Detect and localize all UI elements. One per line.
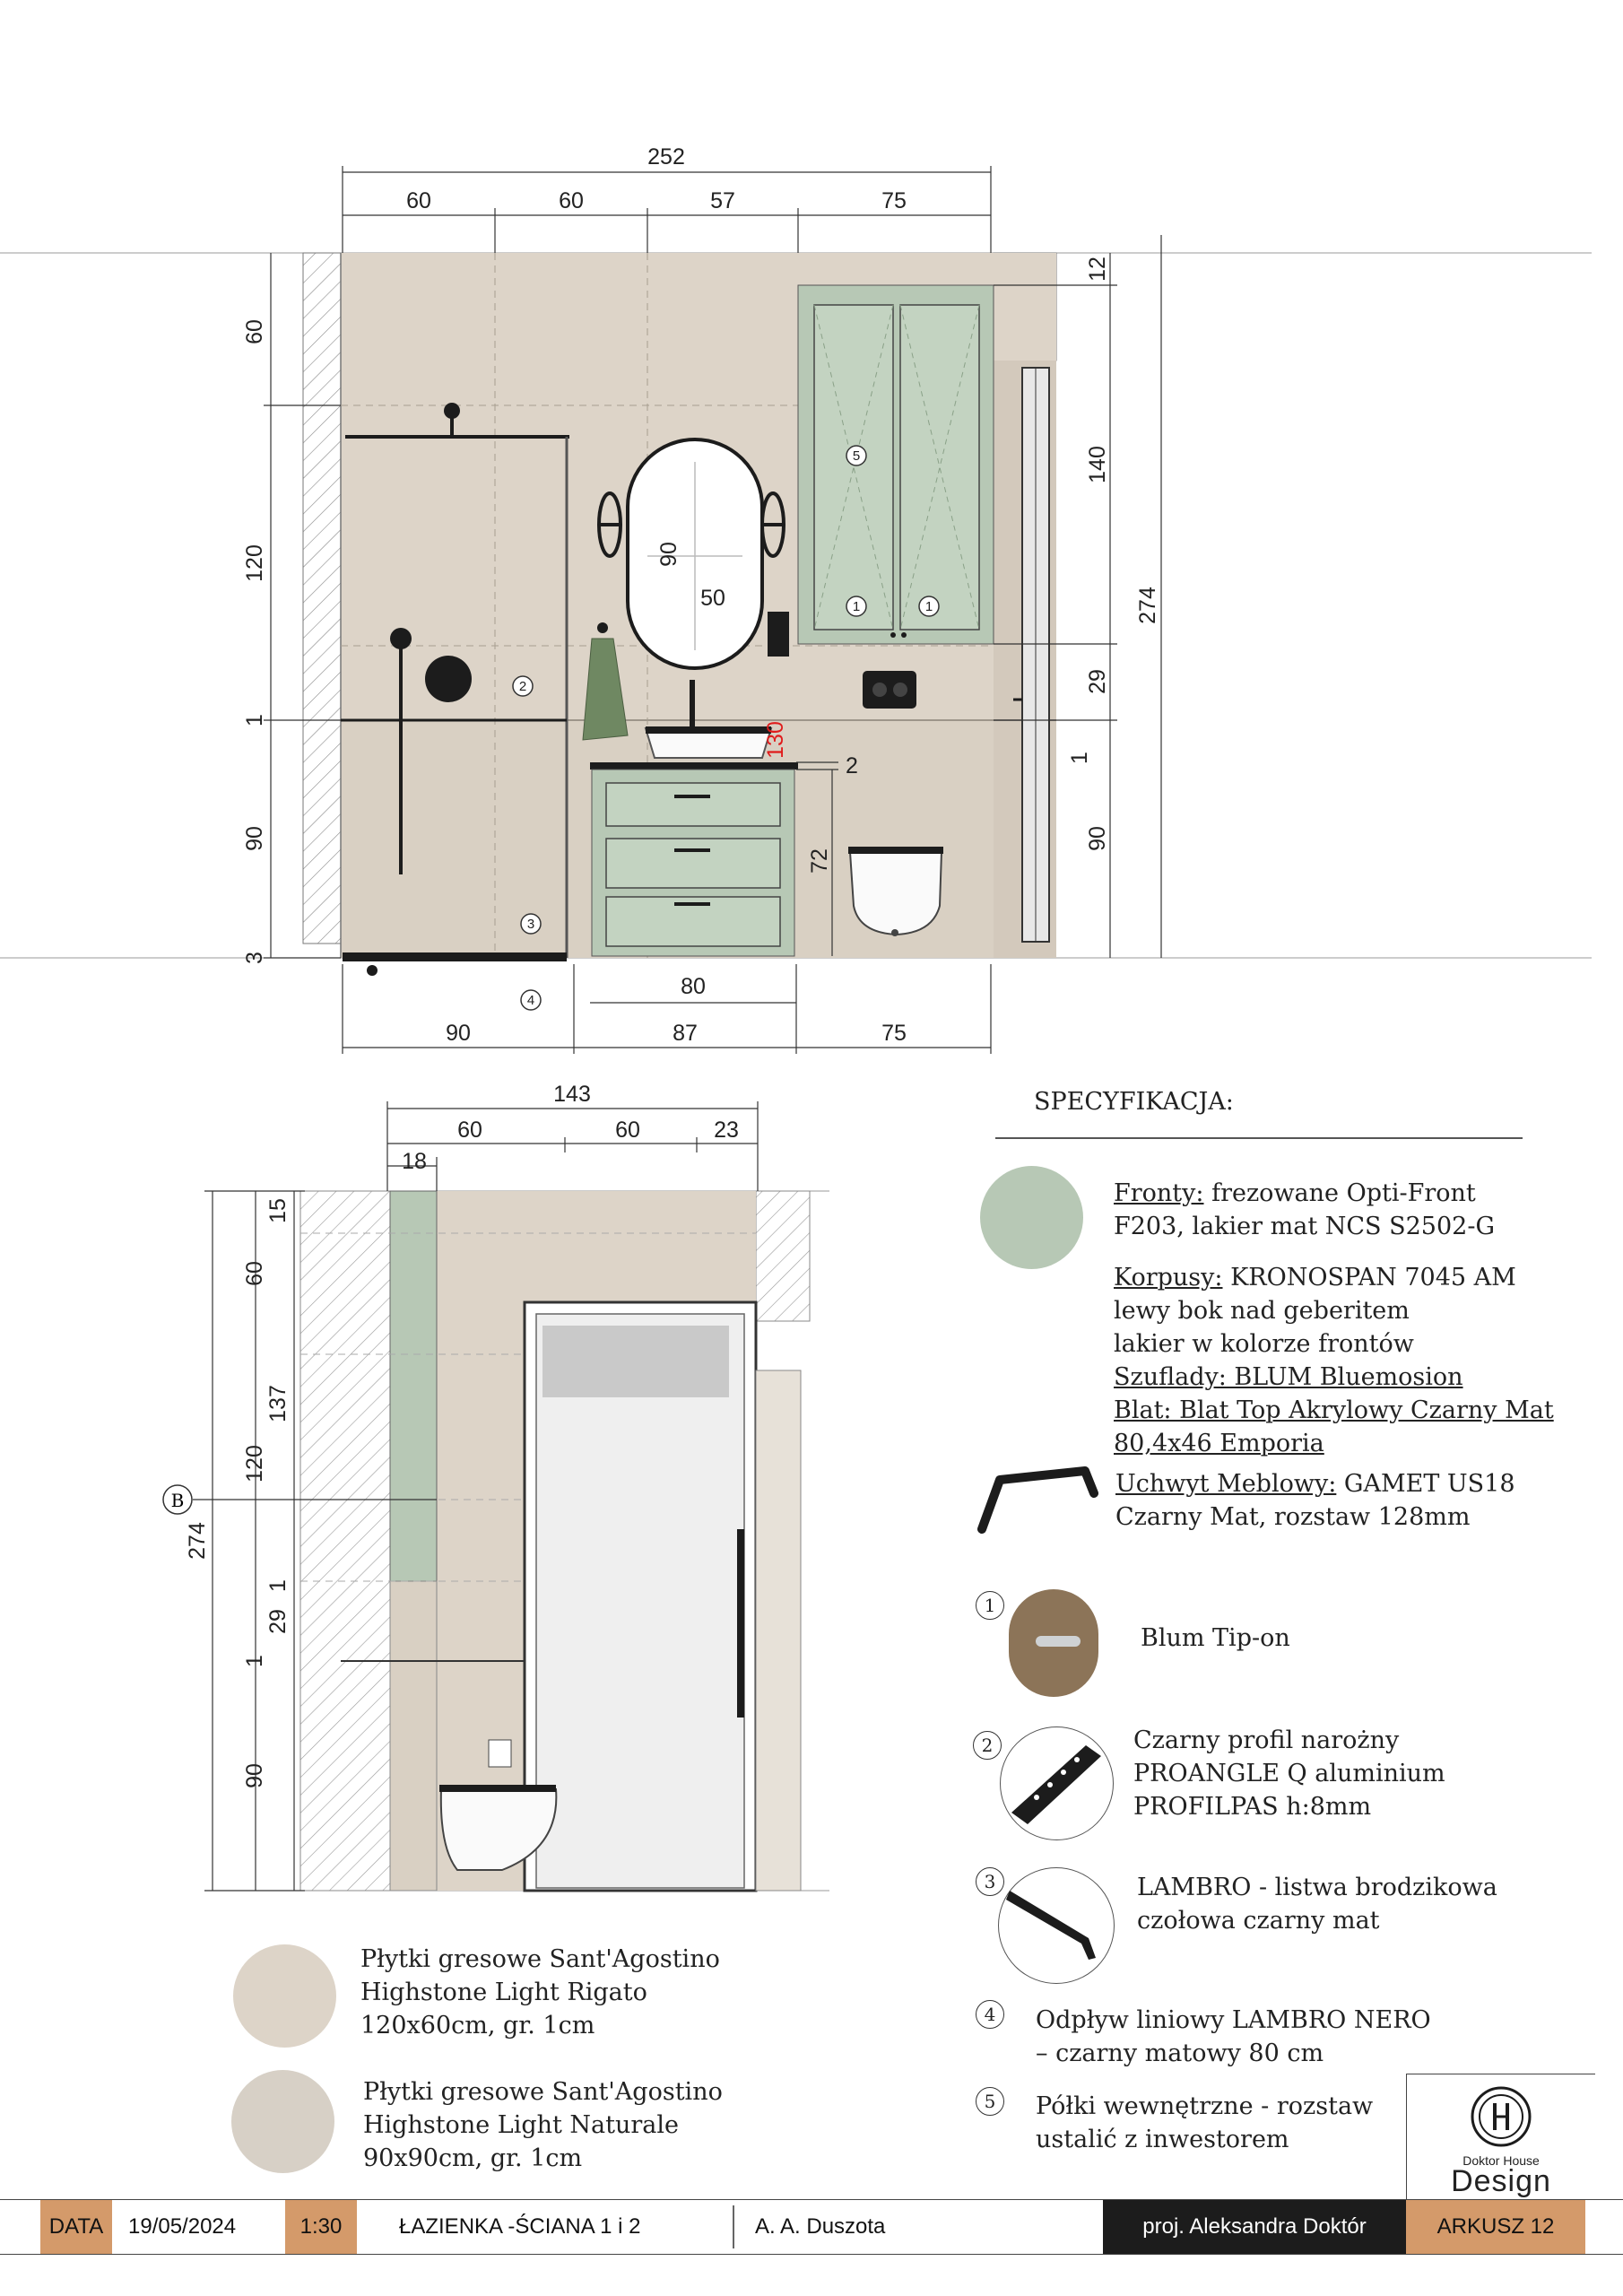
side-dim-1a: 1 [265, 1579, 291, 1592]
side-wall-right-strip [756, 1370, 801, 1891]
dim-left-3: 3 [242, 952, 267, 964]
dim-right-1: 1 [1067, 752, 1092, 764]
vanity-cabinet [590, 762, 798, 956]
marker-1a: 1 [852, 599, 861, 614]
spec-korpusy-2: lewy bok nad geberitem [1114, 1297, 1410, 1325]
marker-3: 3 [526, 917, 535, 932]
dim-top-57: 57 [710, 188, 735, 213]
dim-left-120: 120 [242, 544, 267, 582]
spec-uchwyt-2: Czarny Mat, rozstaw 128mm [1115, 1503, 1471, 1531]
item-5-number: 5 [976, 2087, 1004, 2116]
dim-right-140: 140 [1085, 446, 1110, 483]
front-elevation-drawing [0, 0, 1623, 1076]
dim-bottom-75: 75 [881, 1021, 907, 1046]
side-dim-total: 143 [553, 1082, 591, 1107]
dim-left-90: 90 [242, 826, 267, 851]
dim-left-60: 60 [242, 319, 267, 344]
side-wall-hatch-left [300, 1191, 390, 1891]
side-elevation-drawing [0, 1076, 897, 1937]
door [525, 1302, 756, 1891]
item-3-line-2: czołowa czarny mat [1137, 1907, 1380, 1935]
dim-right-total: 274 [1135, 587, 1160, 624]
oval-mirror [628, 439, 762, 668]
side-dim-120: 120 [242, 1445, 267, 1483]
side-lower-wall [390, 1581, 437, 1891]
tile-naturale-line-2: Highstone Light Naturale [363, 2111, 680, 2139]
footer-data-label: DATA [40, 2200, 112, 2254]
tile-rigato-line-1: Płytki gresowe Sant'Agostino [360, 1945, 720, 1973]
side-dim-137: 137 [265, 1385, 291, 1422]
spec-divider [995, 1137, 1523, 1139]
footer-project: proj. Aleksandra Doktór [1103, 2200, 1406, 2254]
item-2-line-3: PROFILPAS h:8mm [1133, 1793, 1372, 1821]
spec-uchwyt-label: Uchwyt Meblowy: [1115, 1470, 1337, 1498]
item-4-line-2: – czarny matowy 80 cm [1036, 2039, 1324, 2067]
side-wall-hatch-right [756, 1191, 810, 1321]
side-dim-1b: 1 [242, 1655, 267, 1667]
spec-title: SPECYFIKACJA: [1034, 1088, 1234, 1116]
toilet [848, 847, 943, 936]
corner-profile-icon [1001, 1727, 1113, 1839]
footer-author: A. A. Duszota [755, 2214, 886, 2239]
fronts-swatch [980, 1166, 1083, 1269]
section-mark-b: B [170, 1490, 185, 1511]
side-dim-60a: 60 [457, 1118, 482, 1143]
dim-vanity-height-red: 130 [763, 721, 788, 759]
item-3-number: 3 [976, 1867, 1004, 1896]
footer-date: 19/05/2024 [128, 2214, 237, 2239]
marker-1b: 1 [924, 599, 933, 614]
dim-countertop: 2 [846, 753, 858, 778]
title-block [0, 2199, 1623, 2255]
side-dim-niche: 18 [402, 1149, 427, 1174]
spec-korpusy-3: lakier w kolorze frontów [1114, 1330, 1414, 1358]
flush-plate [863, 671, 916, 709]
tile-rigato-swatch [233, 1944, 336, 2048]
item-2-line-2: PROANGLE Q aluminium [1133, 1760, 1445, 1787]
dim-top-60b: 60 [559, 188, 584, 213]
spec-blat-1: Blat: Blat Top Akrylowy Czarny Mat [1114, 1396, 1554, 1424]
spec-fronty-text: frezowane Opti-Front [1203, 1179, 1476, 1207]
tile-naturale-line-1: Płytki gresowe Sant'Agostino [363, 2078, 723, 2106]
marker-5: 5 [852, 448, 861, 464]
tip-on-pin-icon [1036, 1636, 1081, 1647]
footer-sheet: ARKUSZ 12 [1406, 2200, 1585, 2254]
item-5-line-1: Półki wewnętrzne - rozstaw [1036, 2092, 1374, 2120]
wall-switch [768, 612, 789, 657]
dim-right-90: 90 [1085, 826, 1110, 851]
tile-naturale-line-3: 90x90cm, gr. 1cm [363, 2144, 583, 2172]
spec-uchwyt-text: GAMET US18 [1336, 1470, 1515, 1498]
corner-profile-image [1000, 1726, 1114, 1840]
spec-fronty-2: F203, lakier mat NCS S2502-G [1114, 1213, 1496, 1240]
item-1-text: Blum Tip-on [1141, 1624, 1290, 1652]
tile-naturale-swatch [231, 2070, 334, 2173]
dim-top-total: 252 [647, 144, 685, 170]
logo-mark-icon [1470, 2085, 1532, 2148]
footer-scale: 1:30 [285, 2200, 357, 2254]
spec-blat-2: 80,4x46 Emporia [1114, 1430, 1324, 1457]
spec-fronty-label: Fronty: [1114, 1179, 1204, 1207]
footer-divider [733, 2205, 734, 2248]
dim-mirror-w: 50 [700, 586, 725, 611]
side-dim-23: 23 [714, 1118, 739, 1143]
item-1-number: 1 [976, 1591, 1004, 1620]
tip-on-image [1009, 1589, 1098, 1697]
tile-rigato-line-2: Highstone Light Rigato [360, 1979, 647, 2006]
item-5-line-2: ustalić z inwestorem [1036, 2126, 1289, 2153]
logo-box [1406, 2074, 1595, 2200]
dim-top-60a: 60 [406, 188, 431, 213]
side-dim-90: 90 [242, 1763, 267, 1788]
side-dim-29: 29 [265, 1609, 291, 1634]
dim-left-1: 1 [242, 714, 267, 726]
spec-szuflady: Szuflady: BLUM Bluemosion [1114, 1363, 1463, 1391]
side-dim-60b: 60 [615, 1118, 640, 1143]
item-2-number: 2 [973, 1731, 1002, 1760]
left-wall-hatch [303, 253, 341, 944]
spec-uchwyt-1 [1115, 1467, 1515, 1500]
dim-bottom-87: 87 [673, 1021, 698, 1046]
dim-bottom-90: 90 [446, 1021, 471, 1046]
lambro-strip-image [998, 1867, 1115, 1984]
spec-korpusy-1 [1114, 1261, 1516, 1294]
logo-line-2: Design [1451, 2164, 1551, 2198]
item-4-line-1: Odpływ liniowy LAMBRO NERO [1036, 2006, 1431, 2034]
side-dim-60: 60 [242, 1261, 267, 1286]
footer-title: ŁAZIENKA -ŚCIANA 1 i 2 [399, 2214, 641, 2239]
side-dim-left-total: 274 [185, 1522, 210, 1560]
handle-icon [973, 1457, 1103, 1543]
tile-rigato-line-3: 120x60cm, gr. 1cm [360, 2012, 595, 2039]
dim-vanity-height: 72 [807, 848, 832, 874]
side-dim-15: 15 [265, 1198, 291, 1223]
dim-right-12: 12 [1085, 257, 1110, 282]
lambro-strip-icon [999, 1868, 1114, 1983]
logo-line-1: Doktor House [1462, 2153, 1540, 2168]
tall-cabinet [798, 285, 994, 644]
dim-right-29: 29 [1085, 669, 1110, 694]
spec-korpusy-text: KRONOSPAN 7045 AM [1222, 1264, 1516, 1292]
item-3-line-1: LAMBRO - listwa brodzikowa [1137, 1874, 1497, 1901]
marker-2: 2 [518, 679, 527, 694]
item-2-line-1: Czarny profil narożny [1133, 1726, 1400, 1754]
item-4-number: 4 [976, 2000, 1004, 2029]
marker-4: 4 [526, 993, 535, 1008]
dim-vanity-80: 80 [681, 974, 706, 999]
side-niche-cabinet [390, 1191, 437, 1581]
spec-korpusy-label: Korpusy: [1114, 1264, 1223, 1292]
dim-mirror-h: 90 [656, 542, 681, 567]
spec-fronty-1 [1114, 1177, 1476, 1210]
dim-top-75: 75 [881, 188, 907, 213]
